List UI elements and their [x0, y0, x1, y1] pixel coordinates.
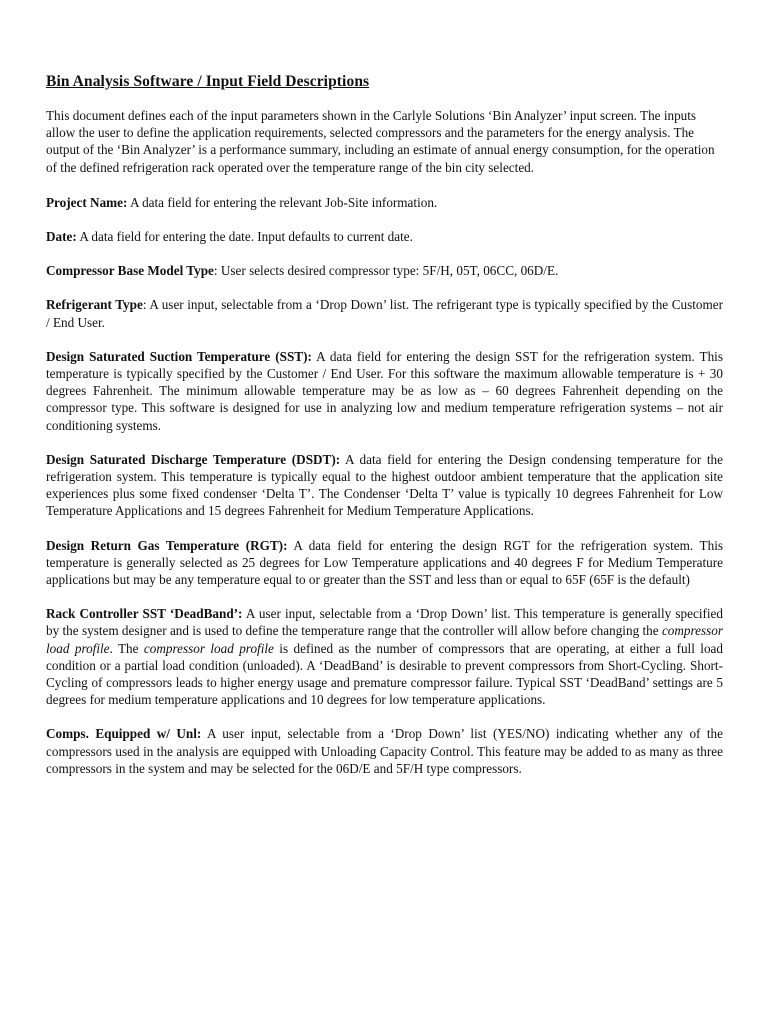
italic-term: compressor load profile: [143, 640, 274, 656]
field-term: Rack Controller SST ‘DeadBand’:: [46, 606, 243, 622]
field-term: Project Name:: [46, 194, 128, 210]
document-title: Bin Analysis Software / Input Field Descriptions: [46, 73, 370, 90]
field-term: Design Return Gas Temperature (RGT):: [46, 537, 288, 553]
field-design-dsdt: [46, 451, 723, 520]
field-description: A data field for entering the design SST for the refrigeration system. This temperature is typically specified by the Customer / End User. For this software the maximum allowable temperature is + 30 degrees Fahrenheit. The minimum allowable temperature may be as low as – 60 degrees Fahrenheit depending on the compressor type. This software is designed for use in analyzing low and medium temperature refrigeration systems – not air conditioning systems.: [46, 348, 723, 433]
italic-term: compressor load profile: [46, 623, 723, 656]
field-description: A user input, selectable from a ‘Drop Down’ list. This temperature is generally specified by the system designer and is used to define the temperature range that the controller will allow before changing the: [46, 606, 724, 639]
field-description: A user input, selectable from a ‘Drop Down’ list (YES/NO) indicating whether any of the compressors used in the analysis are equipped with Unloading Capacity Control. This feature may be added to as many as three compressors in the system and may be selected for the 06D/E and 5F/H type compressors.: [46, 726, 724, 776]
field-description: A data field for entering the Design condensing temperature for the refrigeration system. This temperature is typically equal to the highest outdoor ambient temperature that the application site experiences plus some fixed condenser ‘Delta T’. The Condenser ‘Delta T’ value is typically 10 degrees Fahrenheit for Low Temperature Applications and 15 degrees Fahrenheit for Medium Temperature Applications.: [46, 451, 724, 519]
field-description: A data field for entering the relevant Job-Site information.: [127, 194, 438, 210]
field-term: Refrigerant Type: [46, 297, 143, 313]
field-compressor-base-model: [46, 262, 723, 279]
field-design-sst: [46, 348, 723, 434]
field-term: Compressor Base Model Type: [46, 263, 214, 279]
field-term: Design Saturated Discharge Temperature (DSDT):: [46, 451, 341, 467]
field-description: : A user input, selectable from a ‘Drop Down’ list. The refrigerant type is typically specified by the Customer / End User.: [46, 297, 723, 330]
field-project-name: [46, 194, 723, 211]
field-date: [46, 228, 723, 245]
field-description: . The: [109, 640, 144, 656]
field-design-rgt: [46, 537, 723, 589]
field-comps-unl: [46, 725, 723, 777]
field-term: Comps. Equipped w/ Unl:: [46, 726, 202, 742]
field-refrigerant-type: [46, 296, 723, 330]
field-description: A data field for entering the date. Input defaults to current date.: [76, 229, 413, 245]
field-description: A data field for entering the design RGT for the refrigeration system. This temperature is generally selected as 25 degrees for Low Temperature applications and 40 degrees F for Medium Temperature applications but may be any temperature equal to or greater than the SST and less than or equal to 65F (65F is the default): [46, 537, 724, 588]
intro-paragraph: This document defines each of the input parameters shown in the Carlyle Solutions ‘Bin Analyzer’ input screen. The inputs allow the user to define the application requirements, selected compressors and the parameters for the energy analysis. The output of the ‘Bin Analyzer’ is a performance summary, including an estimate of annual energy consumption, for the operation of the defined refrigeration rack operated over the temperature range of the bin city selected.: [46, 108, 715, 175]
field-description: : User selects desired compressor type: 5F/H, 05T, 06CC, 06D/E.: [213, 263, 559, 279]
field-description: is defined as the number of compressors that are operating, at either a full load condition or a partial load condition (unloaded). A ‘DeadBand’ is desirable to prevent compressors from Short-Cycling. Short-Cycling of compressors leads to higher energy usage and premature compressor failure. Typical SST ‘DeadBand’ settings are 5 degrees for medium temperature applications and 10 degrees for low temperature applications.: [46, 640, 723, 708]
field-deadband: [46, 605, 723, 708]
field-term: Design Saturated Suction Temperature (SST):: [46, 348, 312, 364]
field-term: Date:: [46, 229, 77, 245]
